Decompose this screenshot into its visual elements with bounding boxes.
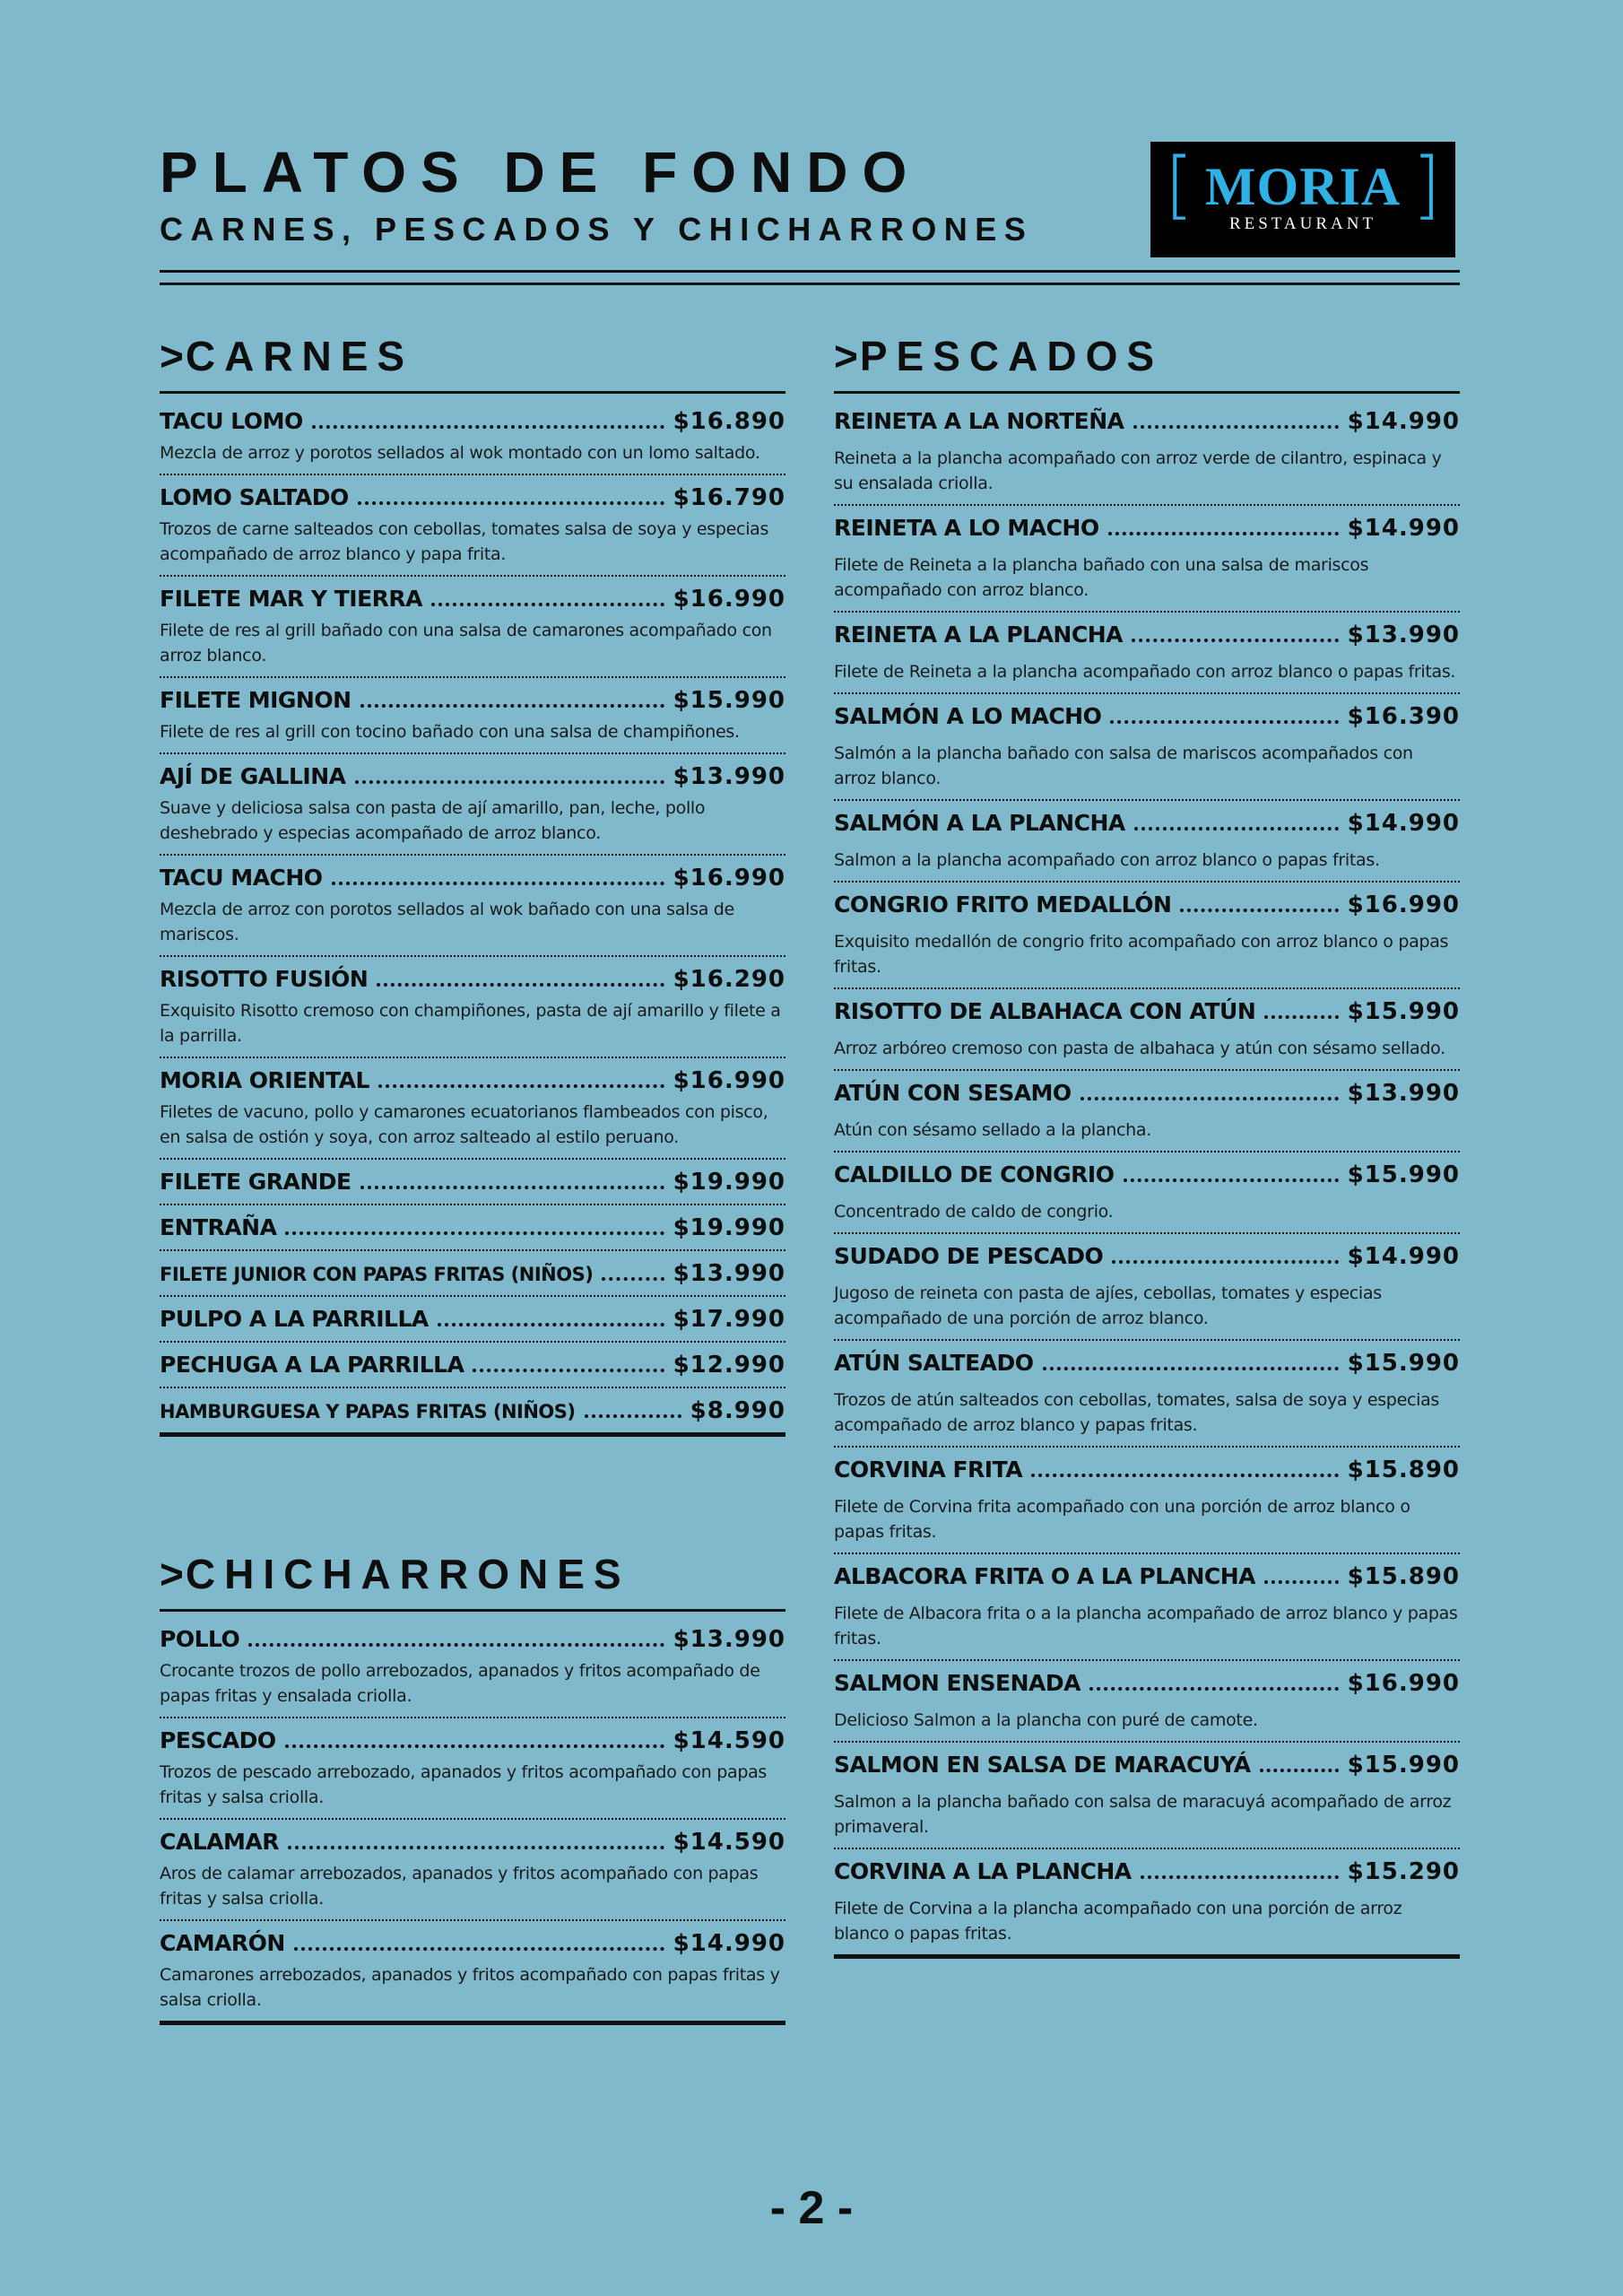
menu-item-name: TACU LOMO bbox=[160, 408, 303, 434]
menu-item-name: AJÍ DE GALLINA bbox=[160, 763, 346, 789]
menu-item-row bbox=[160, 586, 785, 613]
menu-item bbox=[160, 1718, 785, 1820]
menu-item-row bbox=[160, 1397, 785, 1424]
dot-leader bbox=[1110, 720, 1338, 724]
menu-item-name: SUDADO DE PESCADO bbox=[834, 1243, 1104, 1269]
menu-item-description: Filete de Reineta a la plancha bañado con una salsa de mariscos acompañado con arroz blanco. bbox=[834, 555, 1369, 600]
menu-item bbox=[160, 754, 785, 856]
section-carnes bbox=[160, 335, 785, 1437]
menu-item bbox=[834, 989, 1460, 1071]
menu-item-price: $15.990 bbox=[1347, 1161, 1460, 1188]
menu-item-price: $13.990 bbox=[673, 1626, 785, 1653]
page-title: PLATOS DE FONDO bbox=[160, 140, 922, 204]
menu-item-name: SALMÓN A LA PLANCHA bbox=[834, 810, 1125, 836]
dot-leader bbox=[1043, 1367, 1339, 1370]
menu-item-row bbox=[160, 1930, 785, 1957]
menu-item-name: FILETE MIGNON bbox=[160, 687, 352, 713]
section-end-rule bbox=[160, 2021, 785, 2025]
menu-item-row bbox=[834, 515, 1460, 542]
menu-item-description: Suave y deliciosa salsa con pasta de ají amarillo, pan, leche, pollo deshebrado y especias acompañado de arroz blanco. bbox=[160, 798, 706, 843]
section-title bbox=[160, 1553, 785, 1612]
menu-item-name: CONGRIO FRITO MEDALLÓN bbox=[834, 891, 1172, 918]
menu-item-price: $16.990 bbox=[1347, 891, 1460, 918]
section-end-rule bbox=[160, 1432, 785, 1437]
restaurant-logo bbox=[1150, 142, 1455, 257]
page-number: - 2 - bbox=[769, 2182, 854, 2234]
dot-leader bbox=[1089, 1687, 1339, 1691]
menu-item-row bbox=[160, 408, 785, 435]
menu-item-price: $15.890 bbox=[1347, 1563, 1460, 1590]
menu-item-name: FILETE GRANDE bbox=[160, 1169, 352, 1195]
menu-item-description: Exquisito Risotto cremoso con champiñones, pasta de ají amarillo y filete a la parrilla. bbox=[160, 1001, 781, 1046]
section-arrow: > bbox=[160, 1551, 186, 1597]
logo-tagline: RESTAURANT bbox=[1228, 214, 1377, 233]
menu-item-row bbox=[834, 703, 1460, 730]
menu-item-description: Jugoso de reineta con pasta de ajíes, cebollas, tomates y especias acompañado de una porción de arroz blanco. bbox=[834, 1283, 1382, 1328]
menu-item bbox=[834, 613, 1460, 694]
menu-item-price: $16.290 bbox=[673, 966, 785, 993]
menu-item-price: $16.790 bbox=[673, 484, 785, 511]
menu-item-name: CALAMAR bbox=[160, 1829, 279, 1855]
menu-list-pescados bbox=[834, 394, 1460, 1954]
menu-item-name: POLLO bbox=[160, 1626, 240, 1652]
menu-item bbox=[834, 1743, 1460, 1849]
section-title bbox=[160, 335, 785, 394]
menu-item-price: $16.390 bbox=[1347, 703, 1460, 730]
dot-leader bbox=[248, 1643, 664, 1647]
menu-item-description: Filetes de vacuno, pollo y camarones ecuatorianos flambeados con pisco, en salsa de ostión y soya, con arroz salteado al estilo peruano. bbox=[160, 1102, 768, 1147]
menu-item-description: Arroz arbóreo cremoso con pasta de albahaca y atún con sésamo sellado. bbox=[834, 1039, 1445, 1058]
menu-item-row bbox=[834, 1161, 1460, 1188]
menu-item bbox=[834, 883, 1460, 989]
menu-item bbox=[160, 1617, 785, 1718]
menu-item-price: $14.990 bbox=[1347, 810, 1460, 837]
dot-leader bbox=[1134, 827, 1339, 831]
dot-leader bbox=[312, 425, 664, 429]
menu-item bbox=[160, 1921, 785, 2021]
section-chicharrones bbox=[160, 1553, 785, 2025]
menu-item-name: SALMON EN SALSA DE MARACUYÁ bbox=[834, 1752, 1251, 1778]
menu-item-row bbox=[160, 687, 785, 714]
dot-leader bbox=[1112, 1260, 1338, 1264]
menu-item-price: $16.990 bbox=[673, 865, 785, 891]
menu-item-description: Atún con sésamo sellado a la plancha. bbox=[834, 1120, 1151, 1140]
menu-item-price: $15.990 bbox=[673, 687, 785, 714]
dot-leader bbox=[473, 1369, 664, 1372]
menu-item bbox=[834, 1448, 1460, 1554]
menu-item-row bbox=[160, 865, 785, 891]
menu-item-row bbox=[834, 408, 1460, 435]
menu-item-description: Filete de Corvina a la plancha acompañado con una porción de arroz blanco o papas fritas. bbox=[834, 1899, 1402, 1944]
menu-item-name: REINETA A LA NORTEÑA bbox=[834, 408, 1124, 434]
menu-item-description: Camarones arrebozados, apanados y fritos acompañado con papas fritas y salsa criolla. bbox=[160, 1965, 780, 2010]
menu-item-description: Filete de Albacora frita o a la plancha acompañado de arroz blanco y papas fritas. bbox=[834, 1604, 1458, 1648]
menu-item-name: LOMO SALTADO bbox=[160, 484, 349, 510]
menu-item bbox=[160, 577, 785, 678]
menu-item-name: PULPO A LA PARRILLA bbox=[160, 1306, 429, 1332]
menu-item-description: Filete de res al grill bañado con una salsa de camarones acompañado con arroz blanco. bbox=[160, 621, 772, 665]
menu-item-row bbox=[160, 966, 785, 993]
dot-leader bbox=[358, 501, 664, 505]
menu-item bbox=[160, 1058, 785, 1160]
menu-item-description: Reineta a la plancha acompañado con arroz verde de cilantro, espinaca y su ensalada criolla. bbox=[834, 448, 1442, 493]
menu-item bbox=[834, 1152, 1460, 1234]
menu-item-price: $14.990 bbox=[1347, 515, 1460, 542]
menu-item-name: MORIA ORIENTAL bbox=[160, 1067, 369, 1093]
menu-item-name: HAMBURGUESA Y PAPAS FRITAS (NIÑOS) bbox=[160, 1401, 576, 1422]
menu-item-price: $14.590 bbox=[673, 1829, 785, 1856]
section-arrow: > bbox=[834, 333, 860, 379]
section-title-text: CHICHARRONES bbox=[185, 1551, 630, 1597]
section-title-text: CARNES bbox=[185, 333, 414, 379]
menu-item-description: Exquisito medallón de congrio frito acompañado con arroz blanco o papas fritas. bbox=[834, 932, 1449, 977]
logo-bracket-right: ] bbox=[1412, 143, 1441, 228]
dot-leader bbox=[1260, 1769, 1339, 1772]
menu-item-name: ENTRAÑA bbox=[160, 1214, 277, 1240]
menu-item-name: CORVINA FRITA bbox=[834, 1457, 1023, 1483]
menu-item bbox=[160, 1297, 785, 1343]
menu-item-price: $16.990 bbox=[673, 1067, 785, 1094]
menu-item bbox=[160, 475, 785, 577]
menu-item-row bbox=[834, 1080, 1460, 1107]
menu-item-name: SALMON ENSENADA bbox=[834, 1670, 1081, 1696]
menu-item-row bbox=[834, 1670, 1460, 1697]
menu-item bbox=[834, 1234, 1460, 1341]
header-rule-top bbox=[160, 270, 1460, 273]
dot-leader bbox=[431, 603, 664, 606]
menu-item-description: Trozos de pescado arrebozado, apanados y fritos acompañado con papas fritas y salsa criolla. bbox=[160, 1762, 768, 1807]
menu-item-price: $17.990 bbox=[673, 1306, 785, 1333]
menu-item-name: REINETA A LA PLANCHA bbox=[834, 622, 1123, 648]
menu-item-row bbox=[160, 1169, 785, 1196]
menu-item-price: $12.990 bbox=[673, 1352, 785, 1378]
dot-leader bbox=[1264, 1015, 1338, 1019]
menu-item-name: FILETE MAR Y TIERRA bbox=[160, 586, 422, 612]
dot-leader bbox=[1132, 639, 1339, 642]
menu-item-name: RISOTTO DE ALBAHACA CON ATÚN bbox=[834, 998, 1256, 1024]
menu-item-row bbox=[834, 998, 1460, 1025]
dot-leader bbox=[285, 1744, 664, 1748]
menu-item-row bbox=[160, 484, 785, 511]
menu-item-price: $16.990 bbox=[673, 586, 785, 613]
dot-leader bbox=[285, 1231, 664, 1235]
menu-item-name: FILETE JUNIOR CON PAPAS FRITAS (NIÑOS) bbox=[160, 1264, 594, 1285]
menu-item bbox=[160, 1820, 785, 1921]
menu-item bbox=[160, 1251, 785, 1297]
dot-leader bbox=[602, 1277, 664, 1281]
menu-item bbox=[160, 1205, 785, 1251]
menu-item-name: SALMÓN A LO MACHO bbox=[834, 703, 1102, 729]
menu-item bbox=[834, 801, 1460, 883]
menu-item-description: Mezcla de arroz con porotos sellados al wok bañado con una salsa de mariscos. bbox=[160, 900, 734, 944]
menu-item bbox=[160, 1343, 785, 1388]
section-end-rule bbox=[834, 1954, 1460, 1959]
menu-item-name: RISOTTO FUSIÓN bbox=[160, 966, 369, 992]
menu-list-chicharrones bbox=[160, 1612, 785, 2021]
menu-item-price: $8.990 bbox=[690, 1397, 785, 1424]
menu-item-name: ALBACORA FRITA O A LA PLANCHA bbox=[834, 1563, 1256, 1589]
page-subtitle: CARNES, PESCADOS Y CHICHARRONES bbox=[160, 211, 1034, 248]
menu-item-description: Delicioso Salmon a la plancha con puré de camote. bbox=[834, 1710, 1258, 1730]
logo-bracket-left: [ bbox=[1165, 143, 1193, 228]
menu-item-description: Filete de Reineta a la plancha acompañado con arroz blanco o papas fritas. bbox=[834, 662, 1456, 682]
menu-item bbox=[834, 1554, 1460, 1661]
menu-item bbox=[834, 1341, 1460, 1448]
menu-item-name: CORVINA A LA PLANCHA bbox=[834, 1858, 1132, 1884]
menu-item bbox=[160, 1160, 785, 1205]
menu-item-description: Salmon a la plancha acompañado con arroz blanco o papas fritas. bbox=[834, 850, 1380, 870]
menu-item-name: ATÚN SALTEADO bbox=[834, 1350, 1034, 1376]
menu-item-price: $14.990 bbox=[673, 1930, 785, 1957]
menu-item bbox=[834, 506, 1460, 613]
menu-item-row bbox=[834, 1563, 1460, 1590]
logo-name: MORIA bbox=[1204, 157, 1402, 216]
menu-item bbox=[834, 694, 1460, 801]
menu-item-row bbox=[160, 763, 785, 790]
menu-item-description: Salmon a la plancha bañado con salsa de maracuyá acompañado de arroz primaveral. bbox=[834, 1792, 1452, 1837]
menu-item-price: $14.590 bbox=[673, 1727, 785, 1754]
dot-leader bbox=[1031, 1474, 1339, 1477]
dot-leader bbox=[377, 983, 664, 987]
menu-item-description: Concentrado de caldo de congrio. bbox=[834, 1202, 1114, 1222]
menu-item-row bbox=[160, 1626, 785, 1653]
menu-item-price: $15.890 bbox=[1347, 1457, 1460, 1483]
dot-leader bbox=[1081, 1097, 1339, 1100]
menu-item-name: PECHUGA A LA PARRILLA bbox=[160, 1352, 464, 1378]
dot-leader bbox=[360, 1186, 664, 1189]
menu-item bbox=[834, 399, 1460, 506]
menu-item-name: ATÚN CON SESAMO bbox=[834, 1080, 1072, 1106]
menu-item-description: Aros de calamar arrebozados, apanados y fritos acompañado con papas fritas y salsa criolla. bbox=[160, 1864, 759, 1909]
menu-item-name: TACU MACHO bbox=[160, 865, 323, 891]
dot-leader bbox=[1133, 425, 1339, 429]
dot-leader bbox=[378, 1084, 664, 1088]
menu-item bbox=[834, 1071, 1460, 1152]
dot-leader bbox=[585, 1414, 681, 1418]
menu-item-row bbox=[160, 1727, 785, 1754]
menu-item bbox=[160, 678, 785, 754]
menu-item-price: $13.990 bbox=[1347, 622, 1460, 648]
dot-leader bbox=[1124, 1178, 1339, 1182]
menu-item-description: Mezcla de arroz y porotos sellados al wok montado con un lomo saltado. bbox=[160, 443, 760, 463]
menu-item-description: Crocante trozos de pollo arrebozados, apanados y fritos acompañado de papas fritas y ensalada criolla. bbox=[160, 1661, 760, 1706]
menu-item-price: $13.990 bbox=[1347, 1080, 1460, 1107]
menu-item bbox=[160, 957, 785, 1058]
dot-leader bbox=[360, 704, 664, 708]
menu-item bbox=[160, 856, 785, 957]
dot-leader bbox=[1264, 1580, 1339, 1584]
menu-item-description: Trozos de carne salteados con cebollas, tomates salsa de soya y especias acompañado de arroz blanco y papa frita. bbox=[160, 519, 769, 564]
menu-item-row bbox=[160, 1829, 785, 1856]
menu-item-row bbox=[834, 1858, 1460, 1885]
dot-leader bbox=[438, 1323, 664, 1326]
menu-item-row bbox=[160, 1306, 785, 1333]
menu-item-row bbox=[834, 1457, 1460, 1483]
menu-item-price: $15.990 bbox=[1347, 1752, 1460, 1779]
menu-item-price: $13.990 bbox=[673, 763, 785, 790]
menu-item-name: CALDILLO DE CONGRIO bbox=[834, 1161, 1115, 1187]
menu-item-price: $16.990 bbox=[1347, 1670, 1460, 1697]
section-title-text: PESCADOS bbox=[859, 333, 1164, 379]
menu-item-row bbox=[834, 1243, 1460, 1270]
menu-item-row bbox=[160, 1214, 785, 1241]
dot-leader bbox=[1108, 532, 1339, 535]
menu-item-row bbox=[834, 622, 1460, 648]
menu-item-description: Filete de res al grill con tocino bañado con una salsa de champiñones. bbox=[160, 722, 740, 742]
menu-item-row bbox=[834, 1752, 1460, 1779]
dot-leader bbox=[332, 882, 664, 885]
section-pescados bbox=[834, 335, 1460, 1959]
menu-item-row bbox=[834, 810, 1460, 837]
menu-item-price: $14.990 bbox=[1347, 1243, 1460, 1270]
dot-leader bbox=[355, 780, 664, 784]
header-rule-bottom bbox=[160, 283, 1460, 285]
section-title bbox=[834, 335, 1460, 394]
menu-item-price: $15.990 bbox=[1347, 1350, 1460, 1377]
menu-item-name: CAMARÓN bbox=[160, 1930, 285, 1956]
dot-leader bbox=[1180, 909, 1338, 912]
menu-item-description: Salmón a la plancha bañado con salsa de mariscos acompañados con arroz blanco. bbox=[834, 744, 1413, 788]
menu-item-price: $16.890 bbox=[673, 408, 785, 435]
menu-item-description: Filete de Corvina frita acompañado con una porción de arroz blanco o papas fritas. bbox=[834, 1497, 1410, 1542]
dot-leader bbox=[294, 1947, 664, 1951]
dot-leader bbox=[288, 1846, 664, 1849]
menu-item-row bbox=[834, 1350, 1460, 1377]
menu-item-price: $14.990 bbox=[1347, 408, 1460, 435]
menu-item bbox=[160, 399, 785, 475]
menu-list-carnes bbox=[160, 394, 785, 1432]
menu-item-price: $13.990 bbox=[673, 1260, 785, 1287]
dot-leader bbox=[1141, 1875, 1339, 1879]
menu-item-price: $15.290 bbox=[1347, 1858, 1460, 1885]
menu-item bbox=[834, 1849, 1460, 1954]
section-arrow: > bbox=[160, 333, 186, 379]
menu-item-price: $19.990 bbox=[673, 1214, 785, 1241]
menu-item-row bbox=[160, 1352, 785, 1378]
menu-item-name: REINETA A LO MACHO bbox=[834, 515, 1099, 541]
menu-item-price: $15.990 bbox=[1347, 998, 1460, 1025]
menu-item-row bbox=[834, 891, 1460, 918]
menu-item-description: Trozos de atún salteados con cebollas, tomates, salsa de soya y especias acompañado de arroz blanco y papas fritas. bbox=[834, 1390, 1440, 1435]
menu-item bbox=[160, 1388, 785, 1432]
menu-item-row bbox=[160, 1067, 785, 1094]
menu-item-price: $19.990 bbox=[673, 1169, 785, 1196]
menu-item-row bbox=[160, 1260, 785, 1287]
menu-item bbox=[834, 1661, 1460, 1743]
menu-item-name: PESCADO bbox=[160, 1727, 276, 1753]
